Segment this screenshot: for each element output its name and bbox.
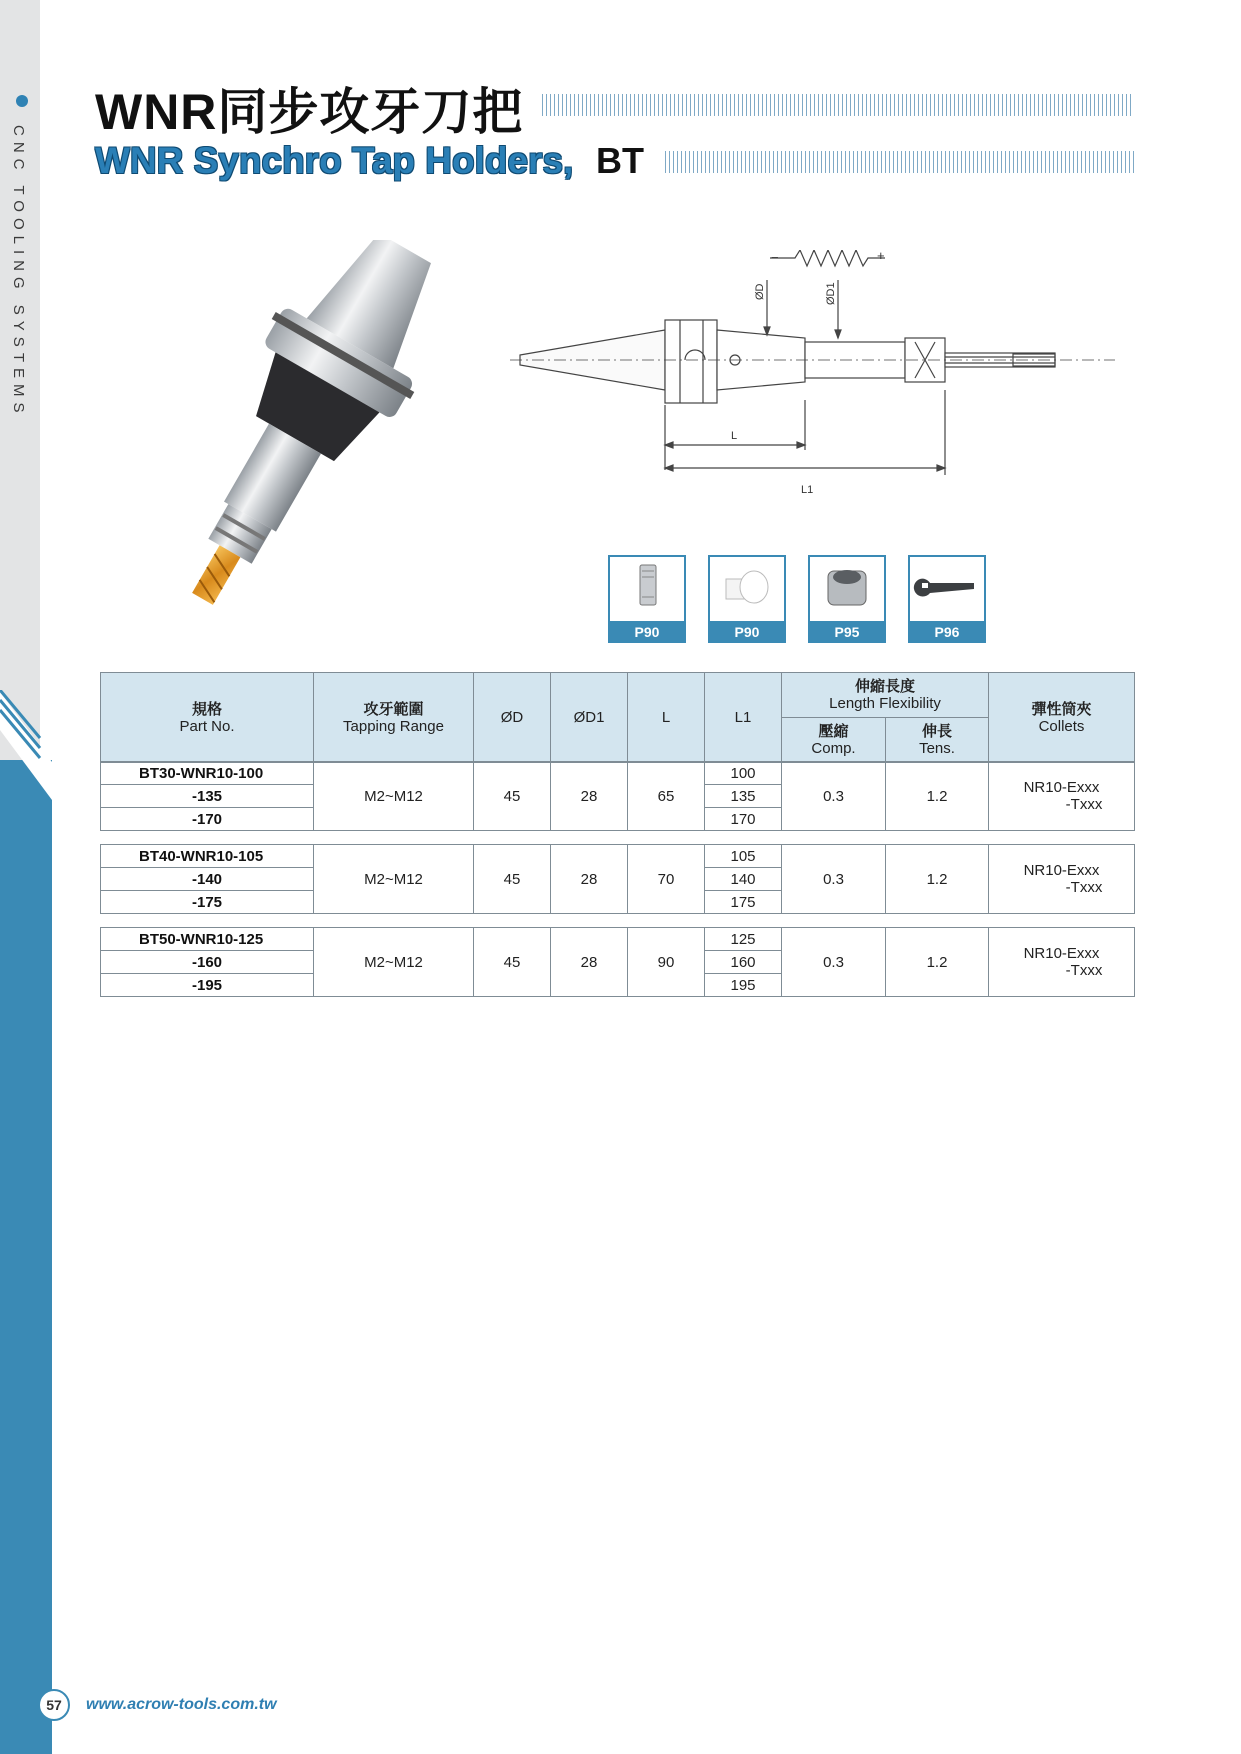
value-l1: 125 xyxy=(705,928,782,951)
part-no: -175 xyxy=(101,891,314,914)
technical-drawing xyxy=(505,250,1125,510)
value-l1: 100 xyxy=(705,762,782,785)
sidebar-label: CNC TOOLING SYSTEMS xyxy=(10,125,27,419)
website-link[interactable]: www.acrow-tools.com.tw xyxy=(86,1696,277,1713)
table-row xyxy=(101,845,1135,868)
sidebar-stripes xyxy=(0,690,52,800)
header-length-flexibility: 伸縮長度 Length Flexibility xyxy=(782,673,989,718)
accessory-label: P90 xyxy=(608,621,686,643)
nut-icon xyxy=(810,557,884,621)
value-l1: 175 xyxy=(705,891,782,914)
value-l1: 105 xyxy=(705,845,782,868)
sidebar-accent-panel xyxy=(0,760,52,1754)
value-d: 45 xyxy=(474,845,551,914)
title-hatch-decoration xyxy=(542,94,1134,116)
collet-icon xyxy=(610,557,684,621)
tapping-range: M2~M12 xyxy=(314,845,474,914)
label-l: L xyxy=(731,430,738,442)
value-comp: 0.3 xyxy=(782,845,886,914)
value-l1: 160 xyxy=(705,951,782,974)
value-tens: 1.2 xyxy=(886,928,989,997)
product-photo xyxy=(100,240,500,620)
value-tens: 1.2 xyxy=(886,845,989,914)
accessory-collet xyxy=(608,555,686,643)
value-d1: 28 xyxy=(551,928,628,997)
label-minus: − xyxy=(771,250,779,265)
value-l: 90 xyxy=(628,928,705,997)
table-row xyxy=(101,762,1135,785)
value-l1: 170 xyxy=(705,808,782,831)
table-row xyxy=(101,928,1135,951)
spec-table-header xyxy=(100,672,1135,763)
value-l: 70 xyxy=(628,845,705,914)
header-comp: 壓縮 Comp. xyxy=(782,718,886,763)
accessory-label: P90 xyxy=(708,621,786,643)
header-d1: ØD1 xyxy=(551,673,628,763)
value-comp: 0.3 xyxy=(782,928,886,997)
accessory-nut xyxy=(808,555,886,643)
page-subtitle: WNR Synchro Tap Holders, xyxy=(95,140,574,181)
spec-group-bt40 xyxy=(100,844,1135,914)
part-no: BT30-WNR10-100 xyxy=(101,762,314,785)
value-d: 45 xyxy=(474,928,551,997)
sidebar-dot-icon xyxy=(16,95,28,107)
subtitle-hatch-decoration xyxy=(665,151,1134,173)
value-d: 45 xyxy=(474,762,551,831)
part-no: -170 xyxy=(101,808,314,831)
header-l1: L1 xyxy=(705,673,782,763)
accessory-wrench xyxy=(908,555,986,643)
value-l1: 140 xyxy=(705,868,782,891)
sealing-disc-icon xyxy=(710,557,784,621)
label-l1: L1 xyxy=(801,484,814,496)
value-l: 65 xyxy=(628,762,705,831)
part-no: -135 xyxy=(101,785,314,808)
tapping-range: M2~M12 xyxy=(314,928,474,997)
header-tapping-range: 攻牙範圍 Tapping Range xyxy=(314,673,474,763)
page-number: 57 xyxy=(38,1689,70,1721)
value-d1: 28 xyxy=(551,762,628,831)
tapping-range: M2~M12 xyxy=(314,762,474,831)
accessory-label: P95 xyxy=(808,621,886,643)
value-comp: 0.3 xyxy=(782,762,886,831)
part-no: BT50-WNR10-125 xyxy=(101,928,314,951)
label-plus: + xyxy=(877,250,885,263)
accessory-label: P96 xyxy=(908,621,986,643)
header-tens: 伸長 Tens. xyxy=(886,718,989,763)
value-d1: 28 xyxy=(551,845,628,914)
value-l1: 135 xyxy=(705,785,782,808)
header-part-no: 規格 Part No. xyxy=(101,673,314,763)
header-l: L xyxy=(628,673,705,763)
part-no: BT40-WNR10-105 xyxy=(101,845,314,868)
header-d: ØD xyxy=(474,673,551,763)
value-l1: 195 xyxy=(705,974,782,997)
spec-group-bt30 xyxy=(100,761,1135,831)
wrench-icon xyxy=(910,557,984,621)
spec-group-bt50 xyxy=(100,927,1135,997)
part-no: -160 xyxy=(101,951,314,974)
header-collets: 彈性筒夾 Collets xyxy=(989,673,1135,763)
label-d1: ØD1 xyxy=(825,282,837,305)
part-no: -195 xyxy=(101,974,314,997)
part-no: -140 xyxy=(101,868,314,891)
accessory-sealing-disc xyxy=(708,555,786,643)
page-title: WNR同步攻牙刀把 xyxy=(95,84,524,140)
value-collets: NR10-Exxx -Txxx xyxy=(989,762,1135,831)
page-subtitle-suffix: BT xyxy=(596,140,644,181)
value-collets: NR10-Exxx -Txxx xyxy=(989,845,1135,914)
value-collets: NR10-Exxx -Txxx xyxy=(989,928,1135,997)
value-tens: 1.2 xyxy=(886,762,989,831)
label-d: ØD xyxy=(754,283,766,300)
